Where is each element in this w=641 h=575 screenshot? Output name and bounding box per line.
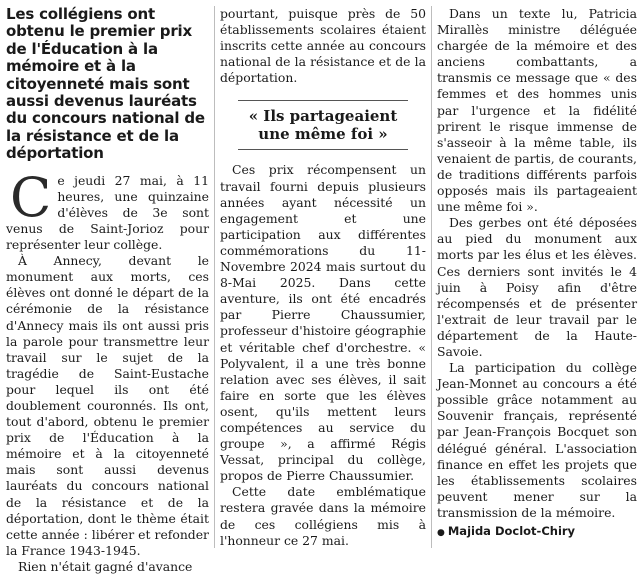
column-divider	[431, 6, 432, 548]
paragraph: La participation du collège Jean-Monnet au concours a été possible grâce notamment au Souvenir français, représenté par Jean-François Bocquet son délégué général. L'association finance en effet les projets que les établissements scolaires peuvent mener sur la transmission de la mémoire.	[437, 360, 637, 520]
author-signature	[437, 523, 637, 541]
bullet-icon: ●	[437, 528, 445, 538]
lead-paragraph	[6, 165, 209, 253]
paragraph: Des gerbes ont été déposées au pied du monument aux morts par les élus et les élèves. Ces derniers sont invités le 4 juin à Poisy afin d'être récompensés et de présenter l'extrait de leur travail par le département de la Haute-Savoie.	[437, 215, 637, 359]
drop-cap: C	[10, 165, 52, 229]
intertitle: « Ils partageaient une même foi »	[238, 100, 408, 150]
column-divider	[214, 6, 215, 548]
column-3	[437, 6, 637, 550]
column-1	[6, 5, 209, 574]
paragraph: Cette date emblématique restera gravée dans la mémoire de ces collégiens mis à l'honneur ce 27 mai.	[220, 484, 426, 548]
author-name: Majida Doclot-Chiry	[447, 524, 576, 538]
paragraph: À Annecy, devant le monument aux morts, ces élèves ont donné le départ de la cérémonie de la résistance d'Annecy mais ils ont aussi pris la parole pour transmettre leur travail sur le sujet de la tragédie de Saint-Eustache pour lequel ils ont été doublement couronnés. Ils ont, tout d'abord, obtenu le premier prix de l'Éducation à la mémoire et à la citoyenneté mais sont aussi devenus lauréats du concours national de la résistance et de la déportation, dont le thème était cette année : libérer et refonder la France 1943-1945.	[6, 253, 209, 558]
paragraph: Rien n'était gagné d'avance	[18, 558, 193, 574]
lead-paragraph-text: e jeudi 27 mai, à 11 heures, une quinzaine d'élèves de 3e sont venus de Saint-Jorioz pour représenter leur collège.	[6, 172, 209, 253]
article-chapeau: Les collégiens ont obtenu le premier prix de l'Éducation à la mémoire et à la citoyenneté mais sont aussi devenus lauréats du concours national de la résistance et de la déportation	[6, 5, 205, 163]
paragraph: pourtant, puisque près de 50 établissements scolaires étaient inscrits cette année au concours national de la résistance et de la déportation.	[220, 6, 426, 86]
paragraph: Ces prix récompensent un travail fourni depuis plusieurs années ayant nécessité un engagement et une participation aux différentes commémorations du 11-Novembre 2024 mais surtout du 8-Mai 2025. Dans cette aventure, ils ont été encadrés par Pierre Chaussumier, professeur d'histoire géographie et véritable chef d'orchestre. « Polyvalent, il a une très bonne relation avec ses élèves, il sait faire en sorte que les élèves osent, qu'ils mettent leurs compétences au service du groupe », a affirmé Régis Vessat, principal du collège, propos de Pierre Chaussumier.	[220, 162, 426, 484]
column-2	[220, 6, 426, 550]
paragraph: Dans un texte lu, Patricia Mirallès ministre déléguée chargée de la mémoire et des anciens combattants, a transmis ce message que « des femmes et des hommes unis par l'urgence et la fidélité prirent le risque immense de s'asseoir à la même table, ils venaient de partis, de courants, de traditions différents parfois opposés mais ils partageaient une même foi ».	[437, 6, 637, 215]
